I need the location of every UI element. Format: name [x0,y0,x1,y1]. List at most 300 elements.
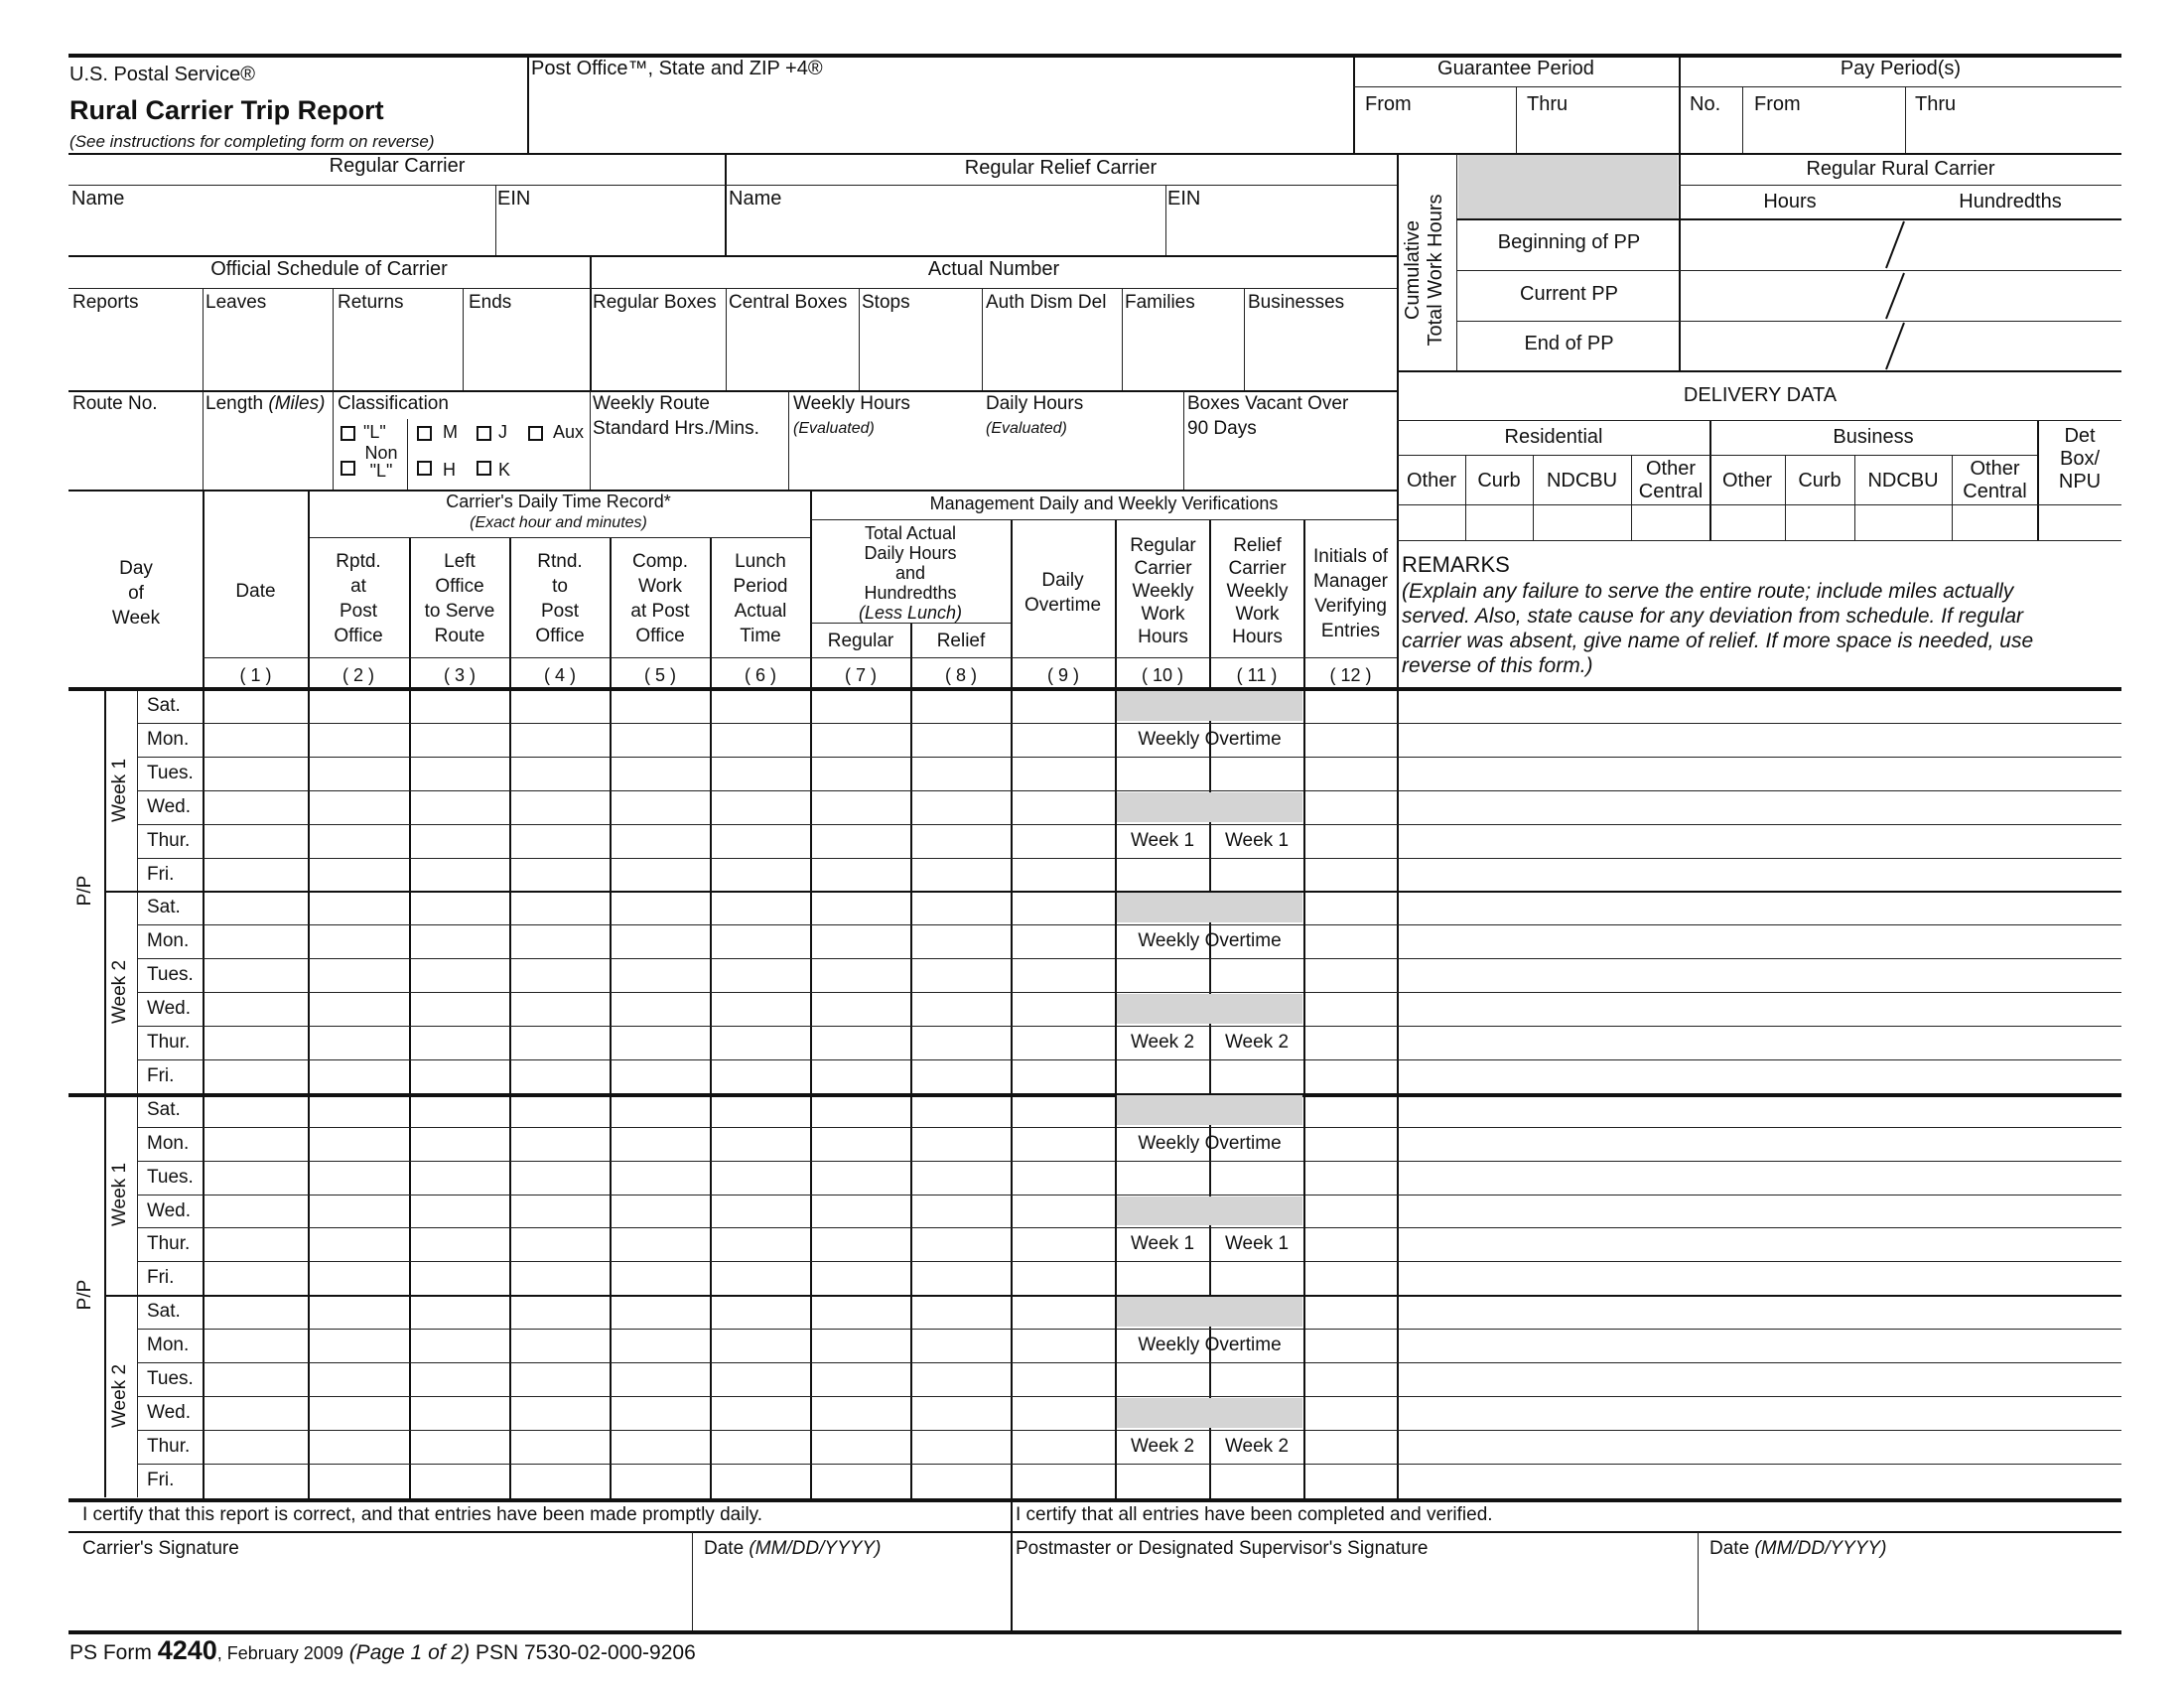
guarantee-from-field[interactable] [1354,87,1516,153]
left-office-field[interactable] [410,1060,509,1092]
left-office-field[interactable] [410,1465,509,1496]
left-office-field[interactable] [410,892,509,923]
daily-overtime-field[interactable] [1012,1397,1115,1429]
comp-work-field[interactable] [611,925,710,957]
rtnd-field[interactable] [510,1397,610,1429]
manager-initials-field[interactable] [1304,1363,1397,1395]
regular-hours-field[interactable] [811,1094,910,1126]
date-field[interactable] [204,859,308,891]
left-office-field[interactable] [410,1027,509,1058]
rtnd-field[interactable] [510,724,610,756]
regular-hours-field[interactable] [811,959,910,991]
rtnd-field[interactable] [510,1162,610,1194]
left-office-field[interactable] [410,791,509,823]
daily-overtime-field[interactable] [1012,758,1115,789]
comp-work-field[interactable] [611,1363,710,1395]
manager-initials-field[interactable] [1304,758,1397,789]
relief-hours-field[interactable] [911,1465,1011,1496]
lunch-field[interactable] [711,1128,810,1160]
boxes-vacant-field[interactable] [1185,443,1396,489]
relief-hours-field[interactable] [911,1228,1011,1260]
remarks-line-field[interactable] [1399,1094,2120,1126]
lunch-field[interactable] [711,1363,810,1395]
date-field[interactable] [204,1128,308,1160]
rptd-field[interactable] [309,1262,408,1294]
regular-hours-field[interactable] [811,925,910,957]
daily-overtime-field[interactable] [1012,1262,1115,1294]
daily-overtime-field[interactable] [1012,1431,1115,1463]
daily-overtime-field[interactable] [1012,825,1115,857]
manager-initials-field[interactable] [1304,1431,1397,1463]
comp-work-field[interactable] [611,1465,710,1496]
remarks-line-field[interactable] [1399,1397,2120,1429]
lunch-field[interactable] [711,1196,810,1227]
relief-hours-field[interactable] [911,1094,1011,1126]
relief-hours-field[interactable] [911,959,1011,991]
class-k-checkbox[interactable] [477,461,491,476]
comp-work-field[interactable] [611,690,710,722]
rptd-field[interactable] [309,1027,408,1058]
rptd-field[interactable] [309,1060,408,1092]
relief-weekly-hours-field[interactable] [1211,1162,1302,1194]
rtnd-field[interactable] [510,1330,610,1361]
rtnd-field[interactable] [510,1060,610,1092]
rptd-field[interactable] [309,1330,408,1361]
regular-carrier-name-field[interactable] [69,211,494,255]
comp-work-field[interactable] [611,758,710,789]
date-field[interactable] [204,1262,308,1294]
manager-initials-field[interactable] [1304,825,1397,857]
rptd-field[interactable] [309,791,408,823]
remarks-line-field[interactable] [1399,1363,2120,1395]
weekly-hours-field[interactable] [790,443,981,489]
manager-initials-field[interactable] [1304,724,1397,756]
regular-hours-field[interactable] [811,1060,910,1092]
date-field[interactable] [204,758,308,789]
date-field[interactable] [204,825,308,857]
regular-hours-field[interactable] [811,1465,910,1496]
remarks-line-field[interactable] [1399,1060,2120,1092]
lunch-field[interactable] [711,859,810,891]
rtnd-field[interactable] [510,1262,610,1294]
left-office-field[interactable] [410,925,509,957]
returns-field[interactable] [334,314,461,387]
rptd-field[interactable] [309,1363,408,1395]
regular-hours-field[interactable] [811,993,910,1025]
daily-overtime-field[interactable] [1012,690,1115,722]
carrier-signature-field[interactable] [69,1561,690,1630]
lunch-field[interactable] [711,1060,810,1092]
relief-hours-field[interactable] [911,1162,1011,1194]
left-office-field[interactable] [410,959,509,991]
daily-overtime-field[interactable] [1012,1027,1115,1058]
rptd-field[interactable] [309,1094,408,1126]
rtnd-field[interactable] [510,1027,610,1058]
daily-overtime-field[interactable] [1012,1465,1115,1496]
left-office-field[interactable] [410,1431,509,1463]
comp-work-field[interactable] [611,892,710,923]
reg-weekly-hours-field[interactable] [1117,959,1208,991]
comp-work-field[interactable] [611,791,710,823]
weekly-route-standard-field[interactable] [592,443,786,489]
remarks-line-field[interactable] [1399,1431,2120,1463]
date-field[interactable] [204,1397,308,1429]
regular-hours-field[interactable] [811,1228,910,1260]
daily-overtime-field[interactable] [1012,1296,1115,1328]
daily-overtime-field[interactable] [1012,892,1115,923]
rtnd-field[interactable] [510,1128,610,1160]
regular-hours-field[interactable] [811,1431,910,1463]
rtnd-field[interactable] [510,791,610,823]
reg-weekly-hours-field[interactable] [1117,1363,1208,1395]
leaves-field[interactable] [204,314,331,387]
class-l-checkbox[interactable] [341,426,355,441]
regular-hours-field[interactable] [811,1397,910,1429]
daily-overtime-field[interactable] [1012,1060,1115,1092]
rptd-field[interactable] [309,859,408,891]
remarks-line-field[interactable] [1399,1228,2120,1260]
regular-hours-field[interactable] [811,690,910,722]
remarks-line-field[interactable] [1399,1465,2120,1496]
comp-work-field[interactable] [611,1027,710,1058]
reg-weekly-hours-field[interactable] [1117,1162,1208,1194]
rptd-field[interactable] [309,925,408,957]
relief-weekly-hours-field[interactable] [1211,758,1302,789]
rptd-field[interactable] [309,1431,408,1463]
relief-weekly-hours-field[interactable] [1211,1060,1302,1092]
rtnd-field[interactable] [510,892,610,923]
lunch-field[interactable] [711,1330,810,1361]
manager-initials-field[interactable] [1304,1397,1397,1429]
left-office-field[interactable] [410,1296,509,1328]
det-box-npu-field[interactable] [2039,506,2120,538]
rptd-field[interactable] [309,892,408,923]
remarks-line-field[interactable] [1399,1027,2120,1058]
relief-hours-field[interactable] [911,1397,1011,1429]
regular-hours-field[interactable] [811,1196,910,1227]
daily-hours-field[interactable] [983,443,1181,489]
bus-ndcbu-field[interactable] [1855,506,1951,538]
supervisor-signature-field[interactable] [1013,1561,1696,1630]
manager-initials-field[interactable] [1304,1060,1397,1092]
manager-initials-field[interactable] [1304,1128,1397,1160]
comp-work-field[interactable] [611,1228,710,1260]
bus-other-central-field[interactable] [1953,506,2036,538]
post-office-field[interactable] [536,83,1350,149]
left-office-field[interactable] [410,1330,509,1361]
rtnd-field[interactable] [510,925,610,957]
left-office-field[interactable] [410,690,509,722]
date-field[interactable] [204,1296,308,1328]
remarks-line-field[interactable] [1399,825,2120,857]
daily-overtime-field[interactable] [1012,1196,1115,1227]
relief-hours-field[interactable] [911,791,1011,823]
comp-work-field[interactable] [611,959,710,991]
comp-work-field[interactable] [611,1162,710,1194]
left-office-field[interactable] [410,825,509,857]
relief-hours-field[interactable] [911,1027,1011,1058]
remarks-line-field[interactable] [1399,1162,2120,1194]
manager-initials-field[interactable] [1304,1262,1397,1294]
date-field[interactable] [204,1060,308,1092]
relief-hours-field[interactable] [911,1262,1011,1294]
comp-work-field[interactable] [611,1128,710,1160]
manager-initials-field[interactable] [1304,1196,1397,1227]
comp-work-field[interactable] [611,1397,710,1429]
remarks-line-field[interactable] [1399,892,2120,923]
date-field[interactable] [204,892,308,923]
date-field[interactable] [204,690,308,722]
lunch-field[interactable] [711,1296,810,1328]
relief-hours-field[interactable] [911,1060,1011,1092]
date-field[interactable] [204,1431,308,1463]
manager-initials-field[interactable] [1304,1162,1397,1194]
rtnd-field[interactable] [510,1363,610,1395]
regular-hours-field[interactable] [811,1330,910,1361]
relief-weekly-hours-field[interactable] [1211,1465,1302,1496]
relief-hours-field[interactable] [911,993,1011,1025]
left-office-field[interactable] [410,1363,509,1395]
left-office-field[interactable] [410,1262,509,1294]
rptd-field[interactable] [309,1228,408,1260]
lunch-field[interactable] [711,758,810,789]
manager-initials-field[interactable] [1304,1027,1397,1058]
res-other-field[interactable] [1399,506,1464,538]
comp-work-field[interactable] [611,1296,710,1328]
remarks-line-field[interactable] [1399,925,2120,957]
left-office-field[interactable] [410,1094,509,1126]
lunch-field[interactable] [711,791,810,823]
date-field[interactable] [204,925,308,957]
date-field[interactable] [204,959,308,991]
remarks-line-field[interactable] [1399,1196,2120,1227]
relief-carrier-ein-field[interactable] [1166,211,1395,255]
lunch-field[interactable] [711,925,810,957]
date-field[interactable] [204,1330,308,1361]
res-ndcbu-field[interactable] [1534,506,1630,538]
left-office-field[interactable] [410,1128,509,1160]
daily-overtime-field[interactable] [1012,959,1115,991]
relief-hours-field[interactable] [911,1363,1011,1395]
left-office-field[interactable] [410,1162,509,1194]
regular-hours-field[interactable] [811,1262,910,1294]
rptd-field[interactable] [309,1196,408,1227]
rtnd-field[interactable] [510,1196,610,1227]
remarks-line-field[interactable] [1399,1330,2120,1361]
lunch-field[interactable] [711,1162,810,1194]
remarks-line-field[interactable] [1399,993,2120,1025]
regular-hours-field[interactable] [811,1296,910,1328]
lunch-field[interactable] [711,1228,810,1260]
date-field[interactable] [204,1363,308,1395]
relief-hours-field[interactable] [911,925,1011,957]
lunch-field[interactable] [711,690,810,722]
relief-weekly-hours-field[interactable] [1211,859,1302,891]
length-field[interactable] [204,417,331,489]
date-field[interactable] [204,1027,308,1058]
central-boxes-field[interactable] [727,314,858,387]
daily-overtime-field[interactable] [1012,1162,1115,1194]
manager-initials-field[interactable] [1304,859,1397,891]
comp-work-field[interactable] [611,825,710,857]
remarks-line-field[interactable] [1399,791,2120,823]
regular-hours-field[interactable] [811,724,910,756]
regular-hours-field[interactable] [811,1027,910,1058]
lunch-field[interactable] [711,1431,810,1463]
left-office-field[interactable] [410,758,509,789]
auth-dism-del-field[interactable] [983,314,1121,387]
comp-work-field[interactable] [611,724,710,756]
rptd-field[interactable] [309,724,408,756]
class-j-checkbox[interactable] [477,426,491,441]
lunch-field[interactable] [711,825,810,857]
regular-carrier-ein-field[interactable] [496,211,724,255]
remarks-line-field[interactable] [1399,1296,2120,1328]
comp-work-field[interactable] [611,1094,710,1126]
date-field[interactable] [204,1196,308,1227]
comp-work-field[interactable] [611,993,710,1025]
rtnd-field[interactable] [510,1431,610,1463]
date-field[interactable] [204,993,308,1025]
rptd-field[interactable] [309,758,408,789]
lunch-field[interactable] [711,724,810,756]
rtnd-field[interactable] [510,859,610,891]
rtnd-field[interactable] [510,1465,610,1496]
rptd-field[interactable] [309,825,408,857]
comp-work-field[interactable] [611,1262,710,1294]
daily-overtime-field[interactable] [1012,1228,1115,1260]
manager-initials-field[interactable] [1304,1094,1397,1126]
lunch-field[interactable] [711,892,810,923]
relief-hours-field[interactable] [911,690,1011,722]
remarks-line-field[interactable] [1399,758,2120,789]
daily-overtime-field[interactable] [1012,1094,1115,1126]
stops-field[interactable] [860,314,981,387]
remarks-line-field[interactable] [1399,1262,2120,1294]
res-curb-field[interactable] [1466,506,1532,538]
relief-hours-field[interactable] [911,724,1011,756]
reg-weekly-hours-field[interactable] [1117,859,1208,891]
comp-work-field[interactable] [611,859,710,891]
rptd-field[interactable] [309,690,408,722]
daily-overtime-field[interactable] [1012,791,1115,823]
left-office-field[interactable] [410,859,509,891]
remarks-line-field[interactable] [1399,690,2120,722]
date-field[interactable] [204,1228,308,1260]
rptd-field[interactable] [309,959,408,991]
rptd-field[interactable] [309,1128,408,1160]
rtnd-field[interactable] [510,1094,610,1126]
relief-hours-field[interactable] [911,1431,1011,1463]
left-office-field[interactable] [410,1228,509,1260]
rtnd-field[interactable] [510,959,610,991]
relief-weekly-hours-field[interactable] [1211,959,1302,991]
pay-period-no-field[interactable] [1680,87,1739,153]
rtnd-field[interactable] [510,993,610,1025]
manager-initials-field[interactable] [1304,959,1397,991]
regular-hours-field[interactable] [811,825,910,857]
reports-field[interactable] [69,314,201,387]
pay-period-from-field[interactable] [1743,87,1904,153]
regular-hours-field[interactable] [811,758,910,789]
rptd-field[interactable] [309,1162,408,1194]
lunch-field[interactable] [711,993,810,1025]
ends-field[interactable] [464,314,589,387]
daily-overtime-field[interactable] [1012,925,1115,957]
manager-initials-field[interactable] [1304,993,1397,1025]
relief-hours-field[interactable] [911,1330,1011,1361]
rtnd-field[interactable] [510,758,610,789]
remarks-line-field[interactable] [1399,724,2120,756]
families-field[interactable] [1123,314,1243,387]
remarks-line-field[interactable] [1399,1128,2120,1160]
remarks-line-field[interactable] [1399,859,2120,891]
guarantee-thru-field[interactable] [1517,87,1678,153]
manager-initials-field[interactable] [1304,1296,1397,1328]
relief-weekly-hours-field[interactable] [1211,1262,1302,1294]
manager-initials-field[interactable] [1304,690,1397,722]
lunch-field[interactable] [711,1397,810,1429]
date-field[interactable] [204,791,308,823]
rtnd-field[interactable] [510,690,610,722]
res-other-central-field[interactable] [1632,506,1708,538]
daily-overtime-field[interactable] [1012,724,1115,756]
date-field[interactable] [204,1465,308,1496]
reg-weekly-hours-field[interactable] [1117,1060,1208,1092]
rptd-field[interactable] [309,1397,408,1429]
rtnd-field[interactable] [510,1228,610,1260]
relief-hours-field[interactable] [911,1296,1011,1328]
regular-hours-field[interactable] [811,1128,910,1160]
comp-work-field[interactable] [611,1330,710,1361]
rtnd-field[interactable] [510,1296,610,1328]
date-field[interactable] [204,724,308,756]
manager-initials-field[interactable] [1304,1465,1397,1496]
comp-work-field[interactable] [611,1060,710,1092]
lunch-field[interactable] [711,1465,810,1496]
regular-hours-field[interactable] [811,1162,910,1194]
class-m-checkbox[interactable] [417,426,432,441]
manager-initials-field[interactable] [1304,925,1397,957]
regular-hours-field[interactable] [811,859,910,891]
supervisor-date-field[interactable] [1700,1561,2120,1630]
daily-overtime-field[interactable] [1012,1128,1115,1160]
regular-hours-field[interactable] [811,892,910,923]
date-field[interactable] [204,1094,308,1126]
left-office-field[interactable] [410,1397,509,1429]
lunch-field[interactable] [711,1262,810,1294]
relief-hours-field[interactable] [911,825,1011,857]
rptd-field[interactable] [309,1465,408,1496]
left-office-field[interactable] [410,1196,509,1227]
bus-other-field[interactable] [1710,506,1784,538]
relief-hours-field[interactable] [911,1196,1011,1227]
lunch-field[interactable] [711,1094,810,1126]
comp-work-field[interactable] [611,1196,710,1227]
relief-hours-field[interactable] [911,892,1011,923]
daily-overtime-field[interactable] [1012,1363,1115,1395]
regular-boxes-field[interactable] [592,314,725,387]
manager-initials-field[interactable] [1304,1330,1397,1361]
bus-curb-field[interactable] [1786,506,1853,538]
rptd-field[interactable] [309,1296,408,1328]
daily-overtime-field[interactable] [1012,993,1115,1025]
relief-carrier-name-field[interactable] [727,211,1163,255]
rptd-field[interactable] [309,993,408,1025]
reg-weekly-hours-field[interactable] [1117,1262,1208,1294]
comp-work-field[interactable] [611,1431,710,1463]
manager-initials-field[interactable] [1304,892,1397,923]
